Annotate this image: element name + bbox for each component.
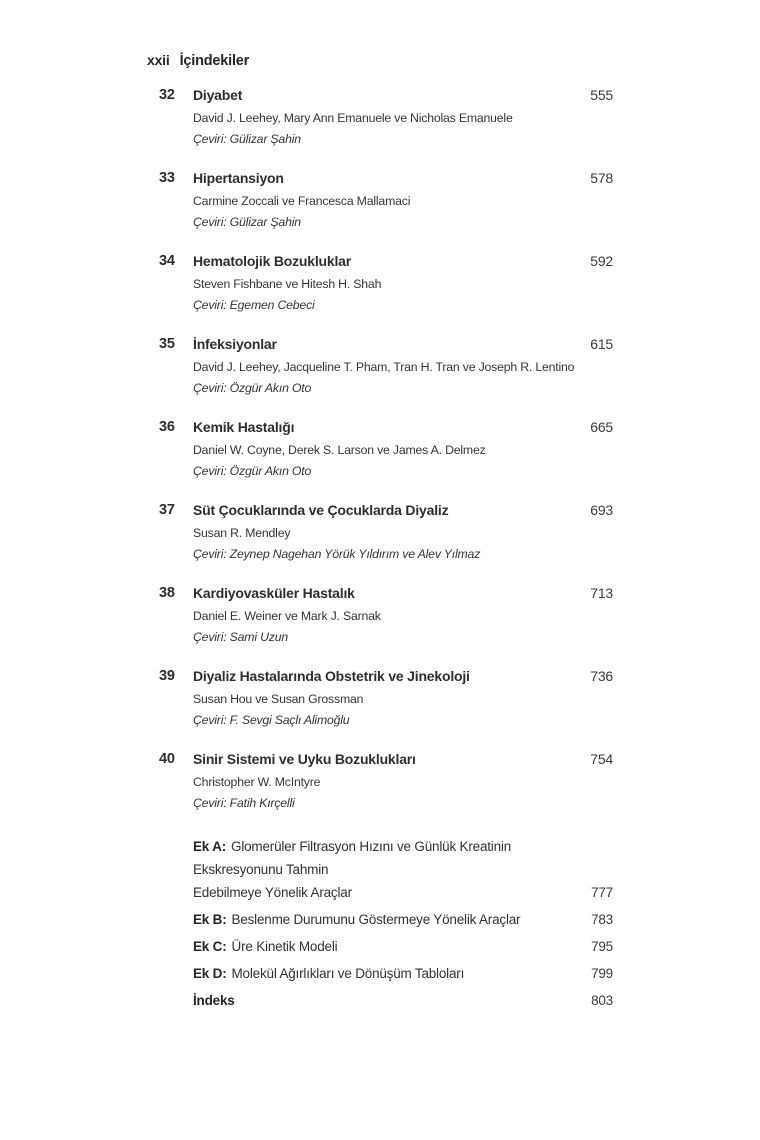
appendix-title: Beslenme Durumunu Göstermeye Yönelik Araçlar <box>231 912 521 927</box>
page-folio: xxii <box>147 52 170 68</box>
appendix-title-continued: Edebilmeye Yönelik Araçlar <box>193 885 352 900</box>
chapter-page-number: 592 <box>590 253 613 269</box>
chapter-number: 32 <box>159 87 175 103</box>
chapter-body <box>193 88 573 146</box>
chapter-body <box>193 171 573 229</box>
index-page-number: 803 <box>591 993 613 1008</box>
chapter-page-number: 615 <box>590 336 613 352</box>
chapter-body <box>193 669 573 727</box>
appendix-title: Molekül Ağırlıkları ve Dönüşüm Tabloları <box>231 966 465 981</box>
chapter-title: Kardiyovasküler Hastalık <box>193 585 355 601</box>
chapter-authors: Susan Hou ve Susan Grossman <box>193 692 364 706</box>
appendix-label: Ek A: <box>193 839 227 854</box>
toc-entry <box>147 752 613 810</box>
appendix-label: Ek B: <box>193 912 227 927</box>
toc-entry <box>147 420 613 478</box>
appendix-line <box>193 835 573 881</box>
appendix-text <box>193 935 573 958</box>
chapter-authors: David J. Leehey, Mary Ann Emanuele ve Nicholas Emanuele <box>193 111 513 125</box>
index-text <box>193 989 573 1012</box>
chapter-title: Hipertansiyon <box>193 170 284 186</box>
appendix-entry <box>193 962 613 985</box>
toc-entry <box>147 503 613 561</box>
appendix-text <box>193 835 573 904</box>
appendix-entry <box>193 908 613 931</box>
index-label: İndeks <box>193 993 235 1008</box>
chapter-authors: Steven Fishbane ve Hitesh H. Shah <box>193 277 382 291</box>
appendix-line <box>193 962 573 985</box>
appendix-entry <box>193 835 613 904</box>
chapter-number: 33 <box>159 170 175 186</box>
chapter-body <box>193 254 573 312</box>
appendix-list <box>193 835 613 1012</box>
chapter-authors: Daniel E. Weiner ve Mark J. Sarnak <box>193 609 381 623</box>
chapter-body <box>193 503 573 561</box>
chapter-translator: Çeviri: Gülizar Şahin <box>193 215 301 229</box>
chapter-translator: Çeviri: Özgür Akın Oto <box>193 381 312 395</box>
running-head <box>147 52 613 69</box>
toc-entry <box>147 586 613 644</box>
chapter-title: Diyaliz Hastalarında Obstetrik ve Jinekoloji <box>193 668 470 684</box>
appendix-entry <box>193 935 613 958</box>
chapter-page-number: 693 <box>590 502 613 518</box>
toc-entry <box>147 337 613 395</box>
appendix-page-number: 777 <box>591 885 613 900</box>
appendix-text <box>193 962 573 985</box>
chapter-body <box>193 586 573 644</box>
chapter-page-number: 754 <box>590 751 613 767</box>
appendix-page-number: 783 <box>591 912 613 927</box>
chapter-translator: Çeviri: Egemen Cebeci <box>193 298 315 312</box>
chapter-body <box>193 337 573 395</box>
chapter-list <box>147 88 613 810</box>
toc-entry <box>147 88 613 146</box>
page-title: İçindekiler <box>179 53 250 69</box>
toc-entry <box>147 254 613 312</box>
appendix-title: Üre Kinetik Modeli <box>231 939 338 954</box>
chapter-authors: Christopher W. McIntyre <box>193 775 321 789</box>
appendix-text <box>193 908 573 931</box>
chapter-authors: Susan R. Mendley <box>193 526 291 540</box>
chapter-translator: Çeviri: Gülizar Şahin <box>193 132 301 146</box>
index-entry <box>193 989 613 1012</box>
appendix-title: Glomerüler Filtrasyon Hızını ve Günlük Kreatinin Ekskresyonunu Tahmin <box>193 839 512 877</box>
toc-content <box>147 52 613 1016</box>
chapter-number: 36 <box>159 419 175 435</box>
chapter-page-number: 555 <box>590 87 613 103</box>
chapter-authors: Carmine Zoccali ve Francesca Mallamaci <box>193 194 411 208</box>
chapter-body <box>193 420 573 478</box>
chapter-title: Süt Çocuklarında ve Çocuklarda Diyaliz <box>193 502 449 518</box>
chapter-translator: Çeviri: Fatih Kırçelli <box>193 796 295 810</box>
chapter-page-number: 736 <box>590 668 613 684</box>
chapter-translator: Çeviri: Özgür Akın Oto <box>193 464 312 478</box>
chapter-number: 34 <box>159 253 175 269</box>
chapter-translator: Çeviri: Sami Uzun <box>193 630 288 644</box>
chapter-translator: Çeviri: F. Sevgi Saçlı Alimoğlu <box>193 713 350 727</box>
appendix-label: Ek C: <box>193 939 227 954</box>
toc-entry <box>147 171 613 229</box>
appendix-line <box>193 908 573 931</box>
chapter-page-number: 578 <box>590 170 613 186</box>
chapter-title: Hematolojik Bozukluklar <box>193 253 351 269</box>
chapter-title: Kemik Hastalığı <box>193 419 295 435</box>
chapter-body <box>193 752 573 810</box>
toc-entry <box>147 669 613 727</box>
chapter-authors: David J. Leehey, Jacqueline T. Pham, Tran H. Tran ve Joseph R. Lentino <box>193 360 575 374</box>
chapter-title: Sinir Sistemi ve Uyku Bozuklukları <box>193 751 416 767</box>
chapter-translator: Çeviri: Zeynep Nagehan Yörük Yıldırım ve Alev Yılmaz <box>193 547 481 561</box>
chapter-title: Diyabet <box>193 87 243 103</box>
appendix-label: Ek D: <box>193 966 227 981</box>
chapter-title: İnfeksiyonlar <box>193 336 277 352</box>
chapter-page-number: 665 <box>590 419 613 435</box>
chapter-number: 40 <box>159 751 175 767</box>
appendix-page-number: 795 <box>591 939 613 954</box>
chapter-number: 37 <box>159 502 175 518</box>
chapter-number: 35 <box>159 336 175 352</box>
appendix-line <box>193 935 573 958</box>
chapter-number: 38 <box>159 585 175 601</box>
chapter-authors: Daniel W. Coyne, Derek S. Larson ve James A. Delmez <box>193 443 486 457</box>
chapter-number: 39 <box>159 668 175 684</box>
chapter-page-number: 713 <box>590 585 613 601</box>
appendix-page-number: 799 <box>591 966 613 981</box>
